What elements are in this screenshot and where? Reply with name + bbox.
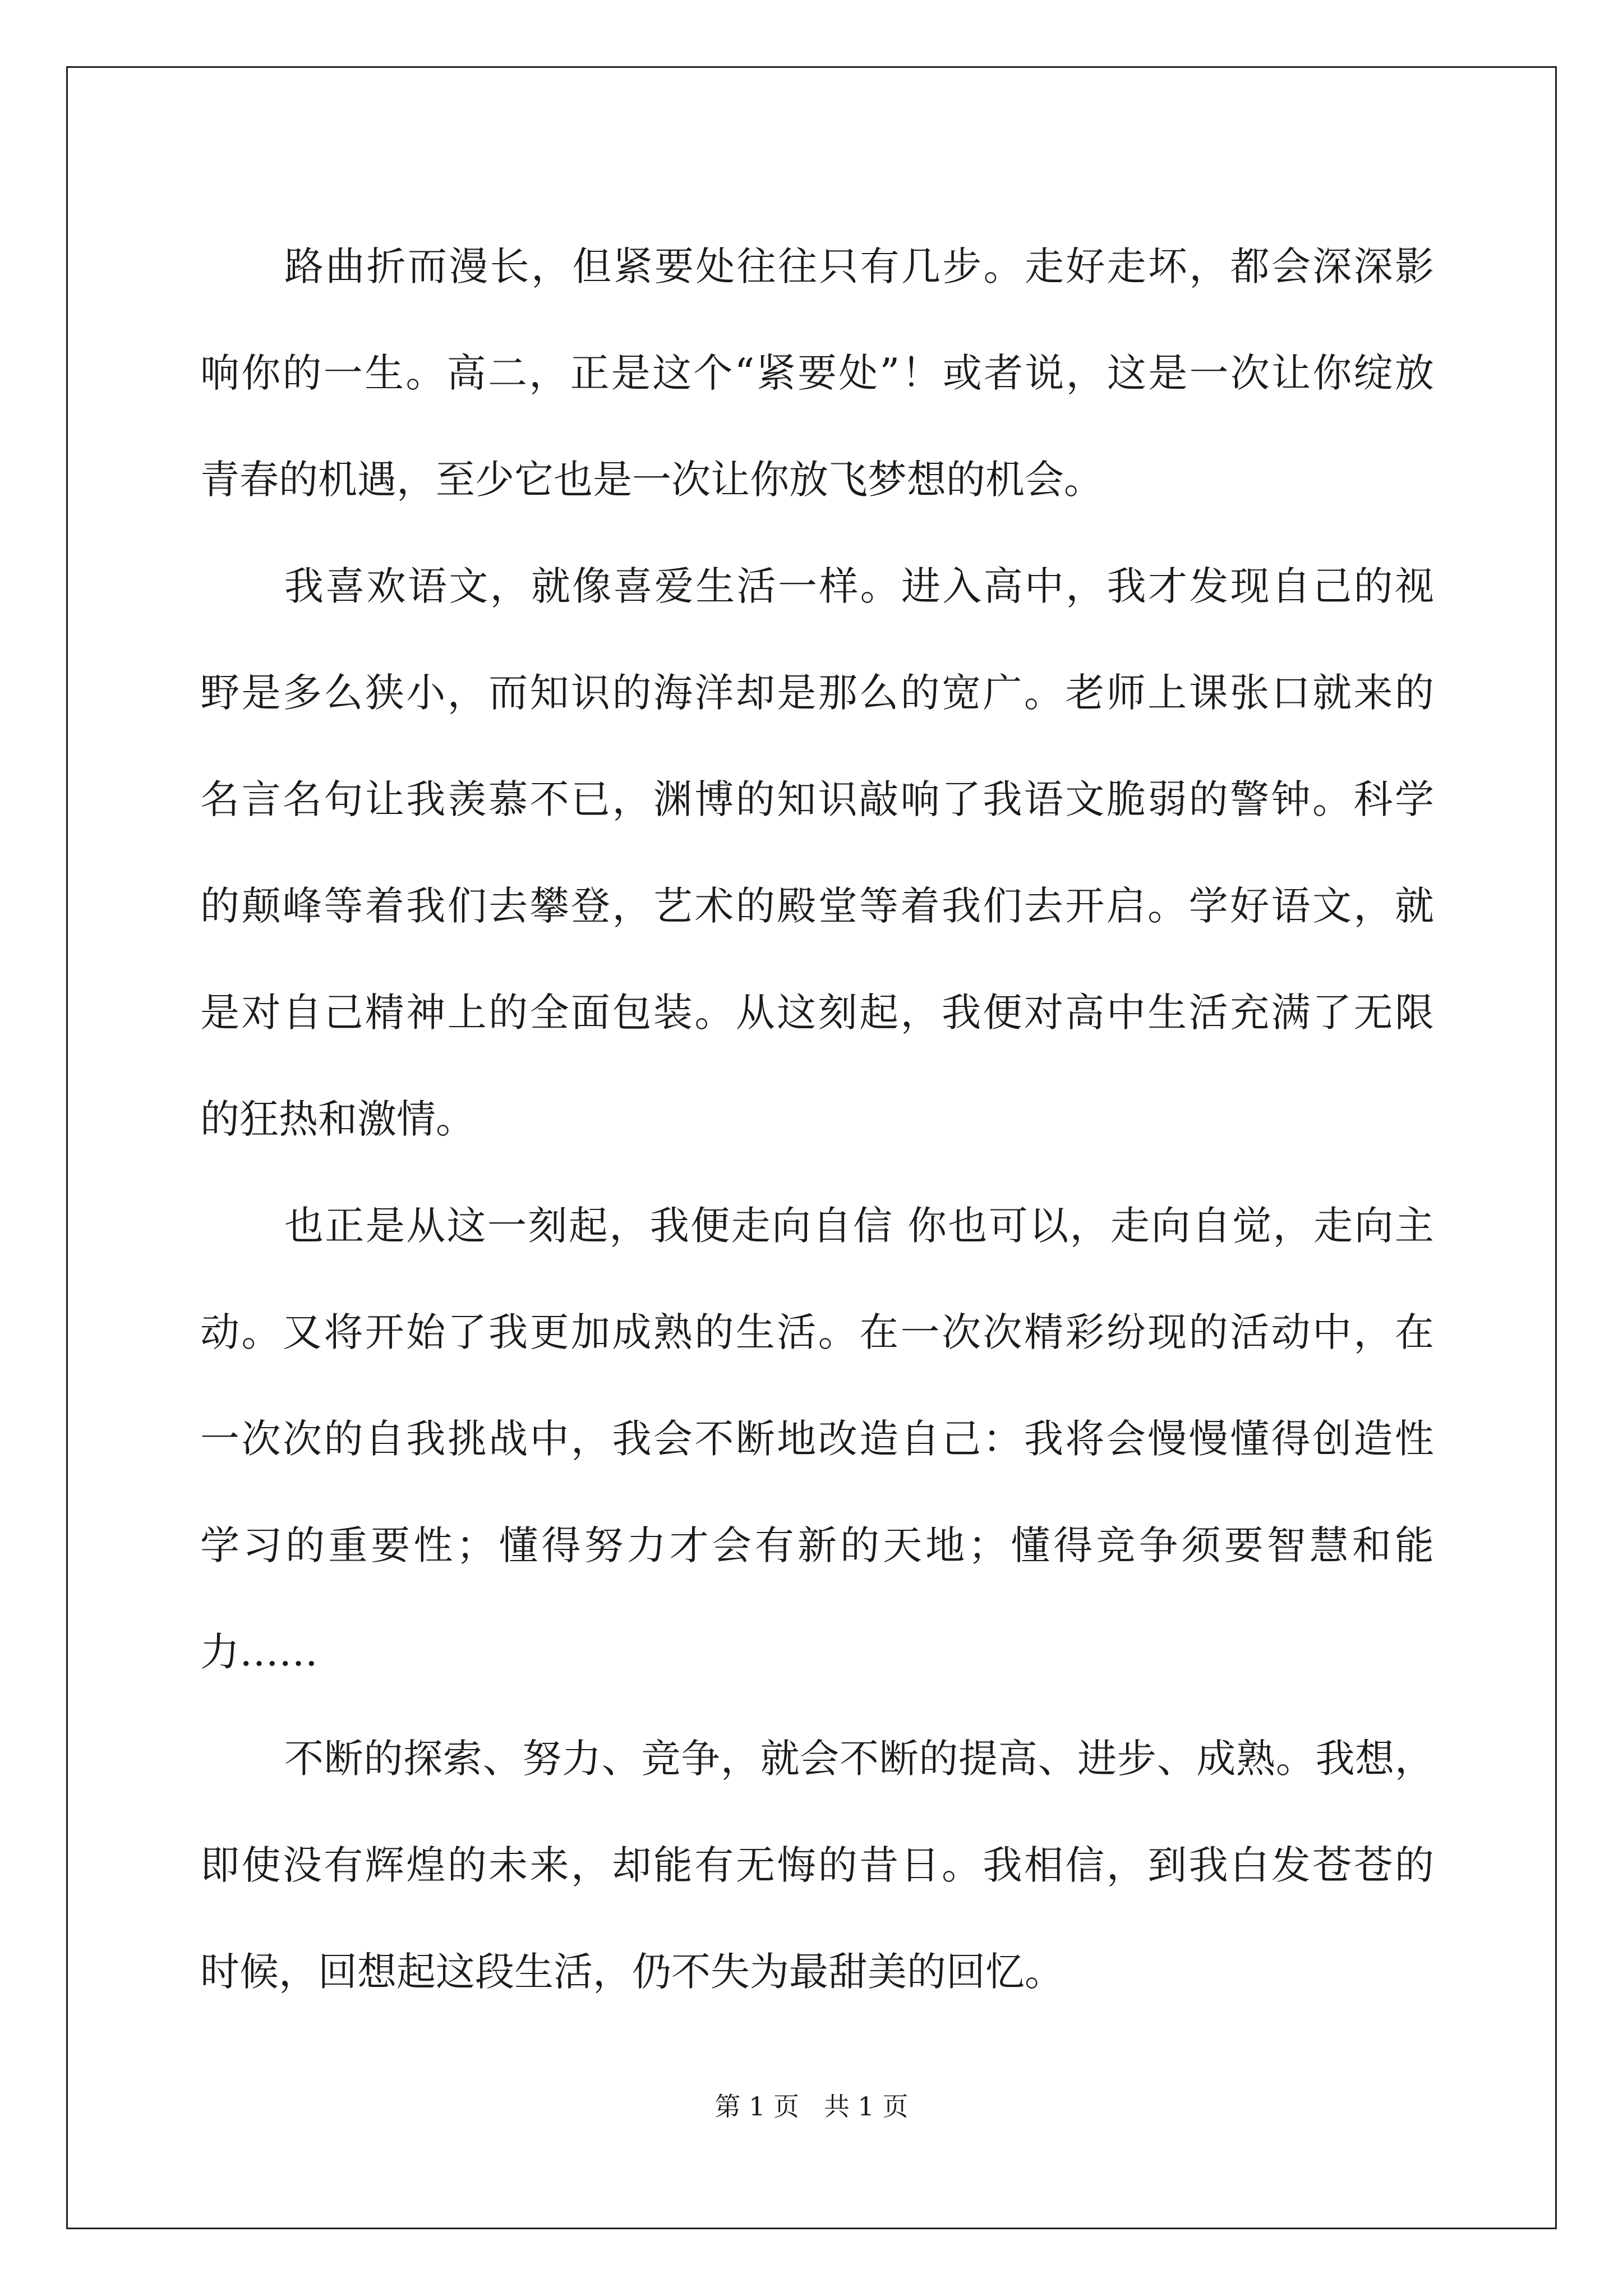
paragraph-4 xyxy=(200,1705,1434,2025)
text-line: 的颠峰等着我们去攀登，艺术的殿堂等着我们去开启。学好语文，就 xyxy=(200,883,1434,929)
text-line: 的狂热和激情。 xyxy=(200,1096,475,1142)
text-line: 野是多么狭小，而知识的海洋却是那么的宽广。老师上课张口就来的 xyxy=(200,670,1434,716)
text-line: 青春的机遇，至少它也是一次让你放飞梦想的机会。 xyxy=(200,457,1103,503)
text-line: 路曲折而漫长，但紧要处往往只有几步。走好走坏，都会深深影 xyxy=(284,243,1434,289)
page-number: 第 1 页 xyxy=(714,2091,800,2122)
text-line: 是对自己精神上的全面包装。从这刻起，我便对高中生活充满了无限 xyxy=(200,990,1434,1036)
text-line: 力…… xyxy=(200,1629,318,1675)
text-line: 时候，回想起这段生活，仍不失为最甜美的回忆。 xyxy=(200,1949,1064,1995)
text-line: 一次次的自我挑战中，我会不断地改造自己：我将会慢慢懂得创造性 xyxy=(200,1416,1434,1462)
text-line: 名言名句让我羡慕不已，渊博的知识敲响了我语文脆弱的警钟。科学 xyxy=(200,776,1434,822)
text-line: 我喜欢语文，就像喜爱生活一样。进入高中，我才发现自己的视 xyxy=(284,563,1434,609)
document-body xyxy=(200,213,1434,2025)
text-line: 响你的一生。高二，正是这个“紧要处”！或者说，这是一次让你绽放 xyxy=(200,350,1434,396)
paragraph-2 xyxy=(200,533,1434,1172)
text-line: 学习的重要性；懂得努力才会有新的天地；懂得竞争须要智慧和能 xyxy=(200,1522,1434,1568)
page-footer xyxy=(0,2090,1623,2123)
paragraph-1 xyxy=(200,213,1434,533)
paragraph-3 xyxy=(200,1172,1434,1705)
text-line: 不断的探索、努力、竞争，就会不断的提高、进步、成熟。我想， xyxy=(284,1736,1434,1782)
text-line: 也正是从这一刻起，我便走向自信 你也可以，走向自觉，走向主 xyxy=(284,1203,1434,1249)
text-line: 即使没有辉煌的未来，却能有无悔的昔日。我相信，到我白发苍苍的 xyxy=(200,1842,1434,1888)
text-line: 动。又将开始了我更加成熟的生活。在一次次精彩纷现的活动中，在 xyxy=(200,1309,1434,1355)
page-total: 共 1 页 xyxy=(823,2091,909,2122)
